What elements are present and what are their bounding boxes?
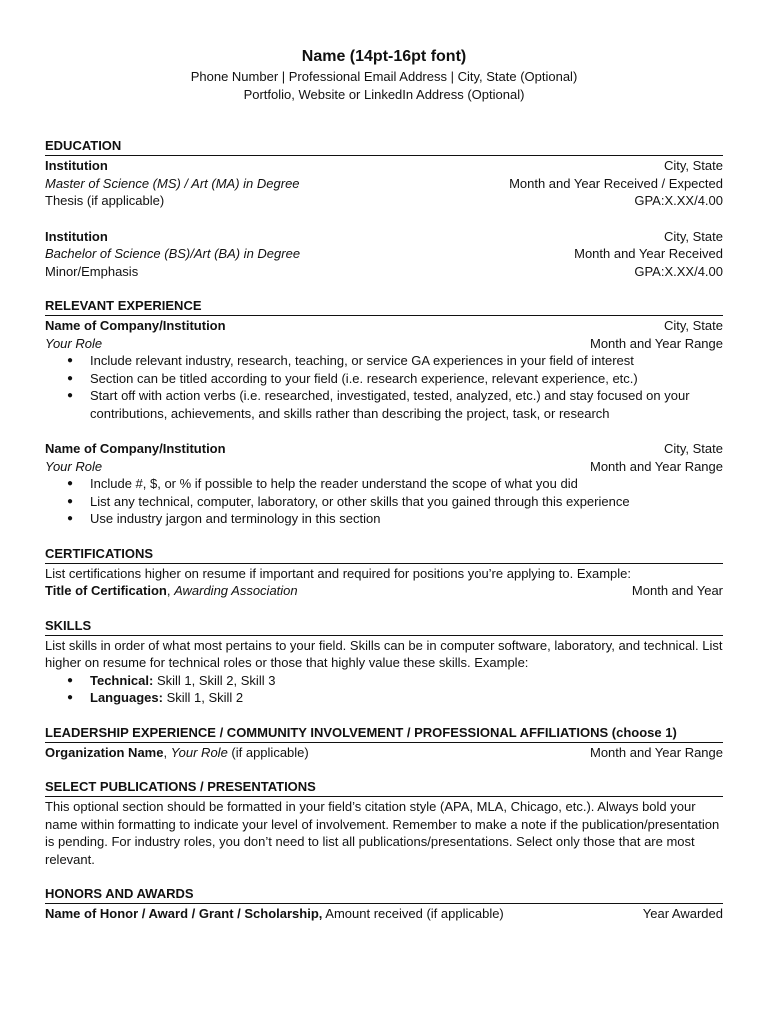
bullet-list [45, 352, 723, 422]
awarding-association: Awarding Association [174, 583, 298, 598]
year-awarded: Year Awarded [642, 906, 723, 921]
bullet-list [45, 475, 723, 528]
date-range: Month and Year Range [590, 335, 723, 351]
section-title: RELEVANT EXPERIENCE [45, 297, 723, 316]
date-received: Month and Year Received [574, 246, 723, 261]
experience-entry [45, 317, 723, 422]
skills-list [45, 672, 723, 707]
role-title: Your Role [45, 458, 103, 474]
skill-values: Skill 1, Skill 2, Skill 3 [153, 672, 276, 688]
honor-amount: Amount received (if applicable) [322, 906, 504, 921]
section-title: SKILLS [45, 617, 723, 636]
candidate-name: Name (14pt-16pt font) [301, 48, 467, 65]
bullet-item: ● Section can be titled according to your field (i.e. research experience, relevant experience, etc.) [67, 370, 723, 388]
honors-section [45, 885, 723, 923]
skill-item [67, 689, 723, 707]
bullet-item: ● Start off with action verbs (i.e. researched, investigated, tested, analyzed, etc.) and stay focused on your contributions, achievements, and skills rather than describing the project, task, or research [67, 387, 723, 422]
skills-section [45, 617, 723, 707]
education-entry [45, 228, 723, 281]
organization-name: Organization Name [45, 744, 164, 760]
role-title: Your Role [45, 335, 103, 351]
date-received: Month and Year Received / Expected [509, 175, 723, 191]
experience-section [45, 297, 723, 528]
institution-name: Institution [45, 228, 108, 244]
gpa: GPA:X.XX/4.00 [634, 263, 723, 279]
bullet-item: ● Include #, $, or % if possible to help the reader understand the scope of what you did [67, 475, 723, 493]
certification-date: Month and Year [631, 583, 723, 598]
education-section [45, 137, 723, 280]
education-entry [45, 157, 723, 210]
organization-role: Your Role [170, 744, 228, 760]
publications-section [45, 778, 723, 868]
location: City, State [663, 318, 723, 333]
bullet-item: ● List any technical, computer, laboratory, or other skills that you gained through this experience [67, 493, 723, 511]
minor-line: Minor/Emphasis [45, 263, 139, 279]
certification-line [45, 582, 298, 600]
certifications-intro: List certifications higher on resume if important and required for positions you’re applying to. Example: [45, 565, 632, 581]
honor-name: Name of Honor / Award / Grant / Scholarship, [45, 906, 323, 921]
bullet-item: ● Include relevant industry, research, teaching, or service GA experiences in your field of interest [67, 352, 723, 370]
portfolio-line: Portfolio, Website or LinkedIn Address (Optional) [243, 87, 525, 102]
role-suffix: (if applicable) [227, 744, 309, 760]
organization-line [45, 744, 309, 762]
location: City, State [663, 228, 723, 244]
skill-item [67, 672, 723, 690]
institution-name: Institution [45, 158, 108, 173]
degree-name: Master of Science (MS) / Art (MA) in Degree [45, 175, 300, 191]
section-title: HONORS AND AWARDS [45, 885, 723, 904]
thesis-line: Thesis (if applicable) [45, 193, 165, 208]
degree-name: Bachelor of Science (BS)/Art (BA) in Degree [45, 246, 301, 261]
publications-text: This optional section should be formatted in your field’s citation style (APA, MLA, Chicago, etc.). Always bold your name within formatting to indicate your level of involvement. Remember to make a note if the publication/presentation is pending. For industry roles, you don’t need to list all publications/presentations. Select only those that are most relevant. [45, 799, 720, 867]
location: City, State [663, 158, 723, 173]
experience-entry [45, 440, 723, 528]
gpa: GPA:X.XX/4.00 [634, 193, 723, 208]
date-range: Month and Year Range [590, 744, 723, 760]
section-title: EDUCATION [45, 137, 723, 156]
separator: , [163, 744, 171, 760]
separator: , [166, 583, 175, 598]
honor-line [45, 905, 504, 923]
skill-label: Technical: [90, 672, 154, 688]
bullet-item: ● Use industry jargon and terminology in this section [67, 510, 723, 528]
certification-title: Title of Certification [45, 583, 167, 598]
company-name: Name of Company/Institution [45, 441, 226, 456]
skill-values: Skill 1, Skill 2 [162, 690, 244, 705]
section-title: SELECT PUBLICATIONS / PRESENTATIONS [45, 778, 723, 797]
skill-label: Languages: [90, 690, 163, 705]
location: City, State [663, 441, 723, 456]
date-range: Month and Year Range [590, 458, 723, 474]
company-name: Name of Company/Institution [45, 318, 226, 333]
skills-intro: List skills in order of what most pertains to your field. Skills can be in computer software, laboratory, and technical. List higher on resume for technical roles or those that highly value these skills. Example: [45, 637, 723, 670]
contact-line: Phone Number | Professional Email Address | City, State (Optional) [190, 69, 578, 84]
resume-content [45, 47, 723, 923]
section-title: LEADERSHIP EXPERIENCE / COMMUNITY INVOLVEMENT / PROFESSIONAL AFFILIATIONS (choose 1) [45, 724, 723, 743]
certifications-section [45, 545, 723, 600]
leadership-section [45, 724, 723, 762]
section-title: CERTIFICATIONS [45, 545, 723, 564]
resume-header [45, 47, 723, 104]
